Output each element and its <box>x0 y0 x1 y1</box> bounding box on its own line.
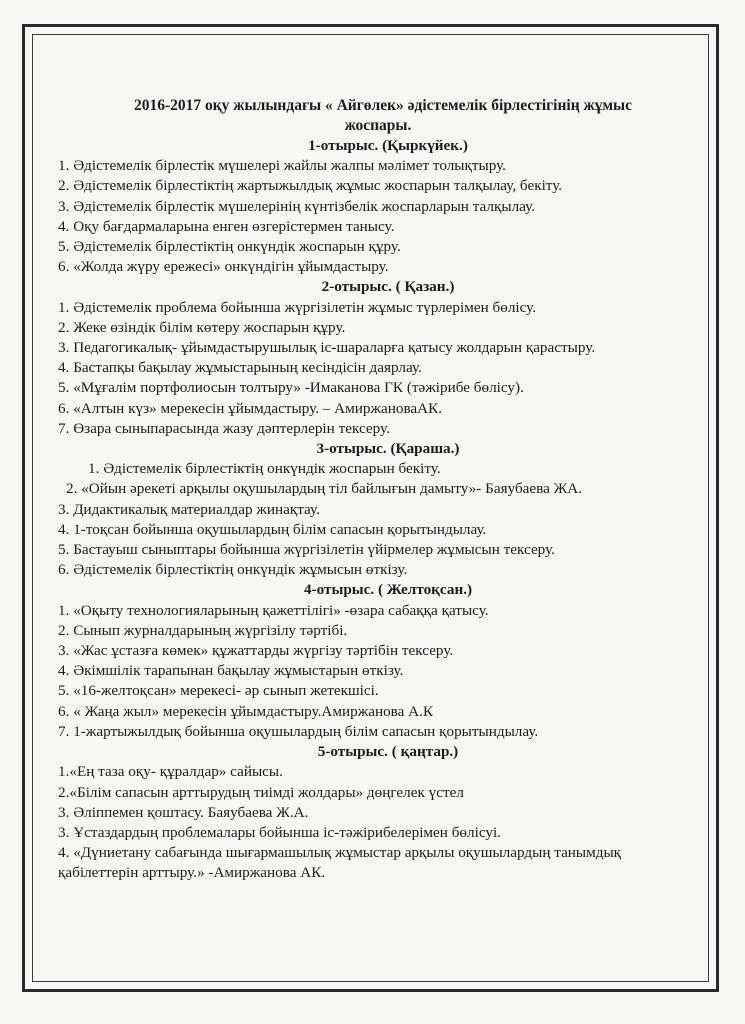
list-item: 7. 1-жартыжылдық бойынша оқушылардың білім сапасын қорытындылау. <box>58 722 539 740</box>
list-item: 3. Ұстаздардың проблемалары бойынша іс-тәжірибелерімен бөлісуі. <box>58 823 501 841</box>
title-line-2: жоспары. <box>344 117 412 134</box>
session-heading: 3-отырыс. (Қараша.) <box>316 440 460 458</box>
list-item: 6. « Жаңа жыл» мерекесін ұйымдастыру.Амиржанова А.К <box>58 702 434 720</box>
list-item: 1. «Оқыту технологияларының қажеттілігі» -өзара сабаққа қатысу. <box>58 601 489 619</box>
title-line-1: 2016-2017 оқу жылындағы « Айгөлек» әдістемелік бірлестігінің жұмыс <box>133 97 633 114</box>
list-item: 1.«Ең таза оқу- құралдар» сайысы. <box>58 763 283 781</box>
list-item: 5. Әдістемелік бірлестіктің онкүндік жоспарын құру. <box>58 238 401 256</box>
list-item: 4. «Дүниетану сабағында шығармашылық жұмыстар арқылы оқушылардың танымдық қабілеттерін арттыру.» -Амиржанова АК. <box>58 844 622 882</box>
list-item: 2. Сынып журналдарының жүргізілу тәртібі. <box>58 621 348 639</box>
session-items <box>58 156 678 277</box>
list-item: 3. Әліппемен қоштасу. Баяубаева Ж.А. <box>58 803 309 821</box>
list-item: 5. «Мұғалім портфолиосын толтыру» -Имаканова ГК (тәжірибе бөлісу). <box>58 379 524 397</box>
list-item: 2. Жеке өзіндік білім көтеру жоспарын құру. <box>58 318 346 336</box>
list-item: 6. «Алтын күз» мерекесін ұйымдастыру. – АмиржановаАК. <box>58 399 443 417</box>
list-item: 5. «16-желтоқсан» мерекесі- әр сынып жетекшісі. <box>58 682 379 700</box>
session-heading: 1-отырыс. (Қыркүйек.) <box>308 137 468 154</box>
session-items <box>58 298 678 439</box>
list-item: 1. Әдістемелік бірлестік мүшелері жайлы жалпы мәлімет толықтыру. <box>58 157 506 175</box>
session-heading: 4-отырыс. ( Желтоқсан.) <box>303 581 473 599</box>
list-item: 2.«Білім сапасын арттырудың тиімді жолдары» дөңгелек үстел <box>58 783 464 801</box>
list-item: 3. «Жас ұстазға көмек» құжаттарды жүргізу тәртібін тексеру. <box>58 642 454 660</box>
session-3 <box>58 439 678 580</box>
session-2 <box>58 277 678 439</box>
session-4 <box>58 580 678 742</box>
list-item: 3. Педагогикалық- ұйымдастырушылық іс-шараларға қатысу жолдарын қарастыру. <box>58 339 596 357</box>
document-body <box>58 96 678 884</box>
list-item: 4. Бастапқы бақылау жұмыстарының кесіндісін даярлау. <box>58 359 422 377</box>
list-item: 4. Оқу бағдармаларына енген өзгерістермен танысу. <box>58 217 395 235</box>
list-item: 7. Өзара сыныпарасында жазу дәптерлерін тексеру. <box>58 419 390 437</box>
list-item: 6. Әдістемелік бірлестіктің онкүндік жұмысын өткізу. <box>58 561 408 579</box>
session-heading: 5-отырыс. ( қаңтар.) <box>317 743 459 761</box>
list-item: 6. «Жолда жүру ережесі» онкүндігін ұйымдастыру. <box>58 258 389 276</box>
list-item: 2. «Ойын әрекеті арқылы оқушылардың тіл байлығын дамыту»- Баяубаева ЖА. <box>66 480 583 498</box>
session-items <box>58 762 678 883</box>
list-item: 2. Әдістемелік бірлестіктің жартыжылдық жұмыс жоспарын талқылау, бекіту. <box>58 177 563 195</box>
list-item: 3. Дидактикалық материалдар жинақтау. <box>58 500 320 518</box>
list-item: 5. Бастауыш сыныптары бойынша жүргізілетін үйірмелер жұмысын тексеру. <box>58 541 555 559</box>
list-item: 3. Әдістемелік бірлестік мүшелерінің күнтізбелік жоспарларын талқылау. <box>58 197 536 215</box>
list-item: 1. Әдістемелік проблема бойынша жүргізілетін жұмыс түрлерімен бөлісу. <box>58 298 537 316</box>
session-heading: 2-отырыс. ( Қазан.) <box>321 278 455 296</box>
list-item: 4. 1-тоқсан бойынша оқушылардың білім сапасын қорытындылау. <box>58 520 487 538</box>
session-1 <box>58 136 678 277</box>
document-title <box>58 96 678 136</box>
session-5 <box>58 742 678 883</box>
session-items <box>58 601 678 742</box>
list-item: 1. Әдістемелік бірлестіктің онкүндік жоспарын бекіту. <box>88 460 441 478</box>
session-items <box>58 459 678 580</box>
list-item: 4. Әкімшілік тарапынан бақылау жұмыстарын өткізу. <box>58 662 404 680</box>
